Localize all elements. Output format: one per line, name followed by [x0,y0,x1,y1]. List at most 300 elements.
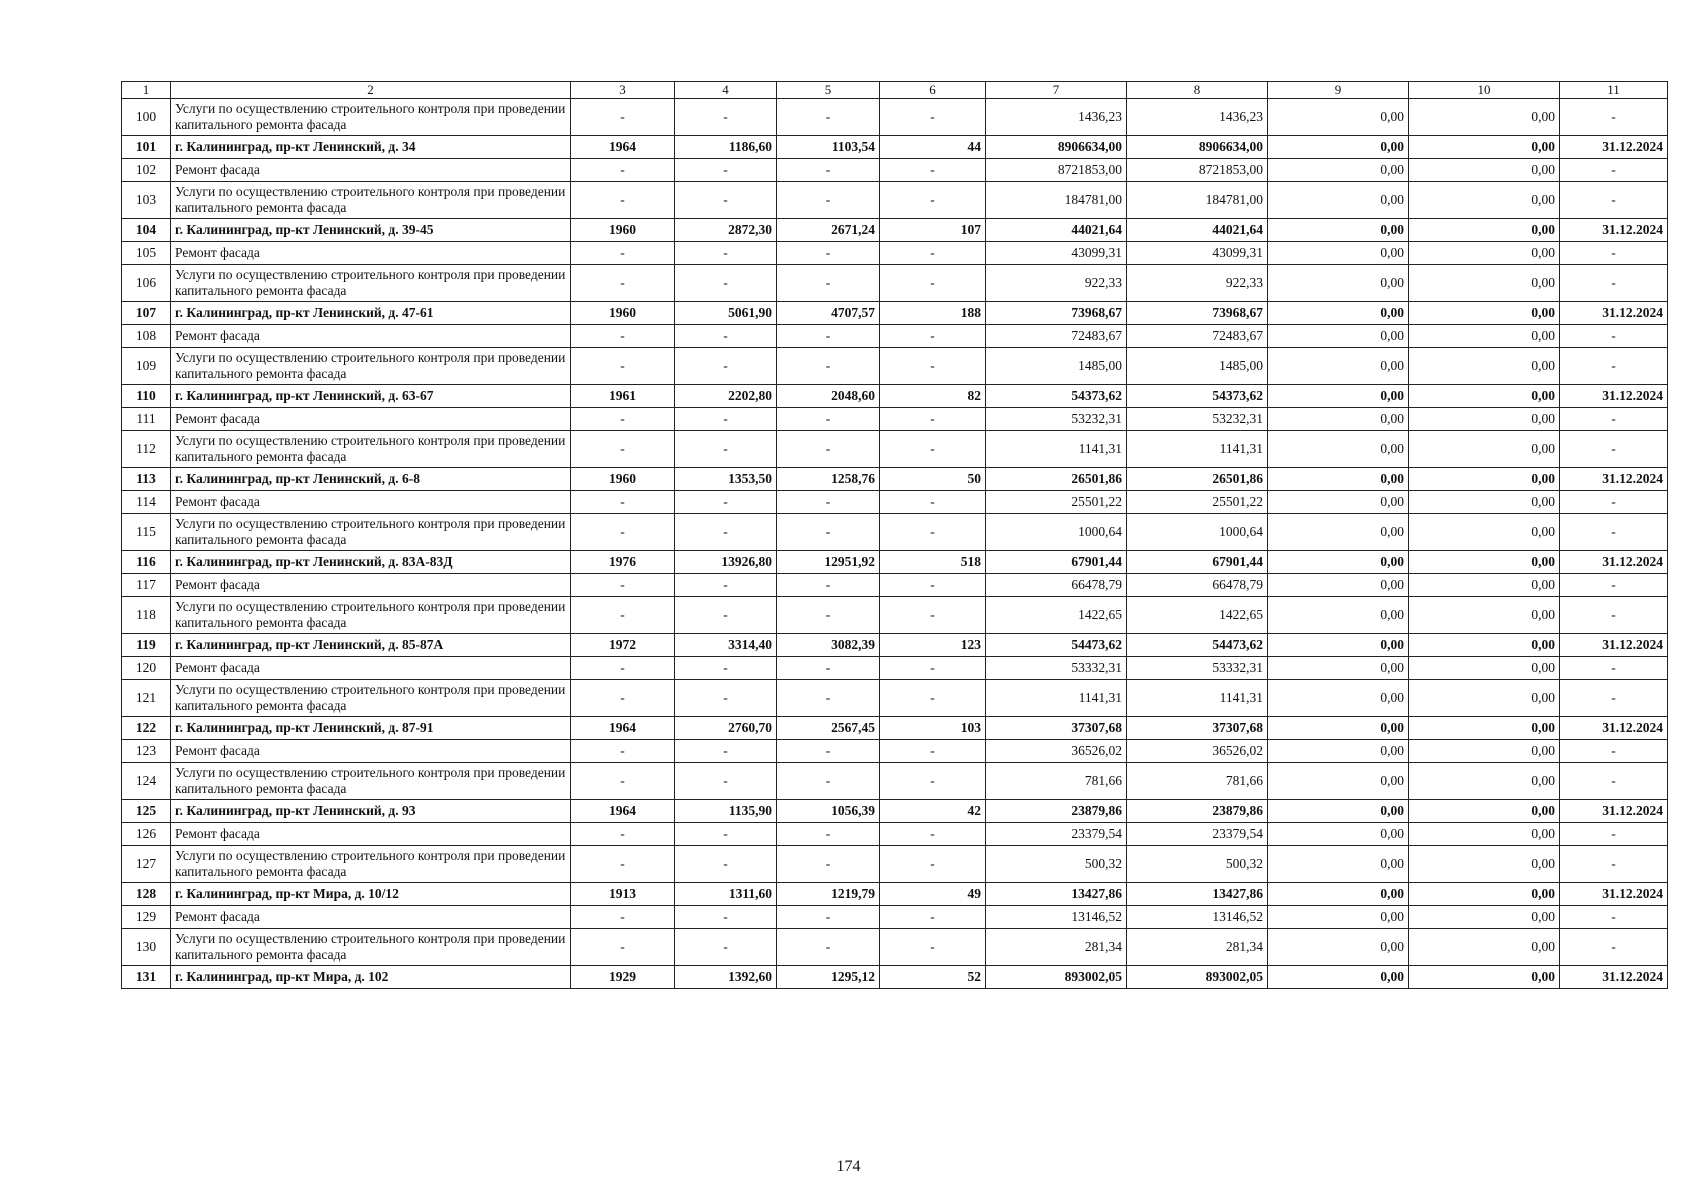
residents-cell: 123 [880,634,986,657]
total-area-cell: 1311,60 [675,883,777,906]
table-row [122,385,1668,408]
year-built-cell: - [571,242,675,265]
residents-cell: 188 [880,302,986,325]
living-area-cell: - [777,597,880,634]
cost-fund-cell: 8906634,00 [1127,136,1268,159]
completion-date-cell: - [1560,740,1668,763]
row-number-cell: 105 [122,242,171,265]
cost-local-cell: 0,00 [1409,408,1560,431]
cost-local-cell: 0,00 [1409,348,1560,385]
residents-cell: - [880,597,986,634]
cost-regional-cell: 0,00 [1268,740,1409,763]
living-area-cell: 2567,45 [777,717,880,740]
table-row [122,823,1668,846]
living-area-cell: - [777,846,880,883]
total-area-cell: 1392,60 [675,966,777,989]
row-number-cell: 107 [122,302,171,325]
capital-repair-table [121,81,1668,989]
row-number-cell: 101 [122,136,171,159]
completion-date-cell: - [1560,823,1668,846]
cost-local-cell: 0,00 [1409,385,1560,408]
cost-regional-cell: 0,00 [1268,800,1409,823]
living-area-cell: - [777,514,880,551]
cost-local-cell: 0,00 [1409,966,1560,989]
completion-date-cell: 31.12.2024 [1560,800,1668,823]
object-name-cell: Услуги по осуществлению строительного контроля при проведении капитального ремонта фасада [171,597,571,634]
living-area-cell: 2671,24 [777,219,880,242]
cost-regional-cell: 0,00 [1268,348,1409,385]
total-area-cell: - [675,823,777,846]
residents-cell: - [880,823,986,846]
year-built-cell: - [571,325,675,348]
residents-cell: - [880,680,986,717]
cost-total-cell: 53332,31 [986,657,1127,680]
table-row [122,883,1668,906]
completion-date-cell: - [1560,514,1668,551]
cost-regional-cell: 0,00 [1268,265,1409,302]
cost-regional-cell: 0,00 [1268,657,1409,680]
completion-date-cell: - [1560,325,1668,348]
cost-fund-cell: 1141,31 [1127,431,1268,468]
cost-fund-cell: 44021,64 [1127,219,1268,242]
object-name-cell: г. Калининград, пр-кт Ленинский, д. 6-8 [171,468,571,491]
row-number-cell: 111 [122,408,171,431]
completion-date-cell: - [1560,906,1668,929]
year-built-cell: 1960 [571,219,675,242]
table-row [122,136,1668,159]
object-name-cell: Ремонт фасада [171,159,571,182]
cost-total-cell: 1485,00 [986,348,1127,385]
year-built-cell: - [571,906,675,929]
cost-regional-cell: 0,00 [1268,846,1409,883]
table-row [122,408,1668,431]
completion-date-cell: - [1560,763,1668,800]
row-number-cell: 126 [122,823,171,846]
table-row [122,800,1668,823]
cost-local-cell: 0,00 [1409,551,1560,574]
total-area-cell: - [675,325,777,348]
completion-date-cell: - [1560,99,1668,136]
table-row [122,265,1668,302]
table-row [122,159,1668,182]
year-built-cell: - [571,929,675,966]
object-name-cell: Ремонт фасада [171,740,571,763]
residents-cell: 518 [880,551,986,574]
cost-total-cell: 1141,31 [986,680,1127,717]
column-number-9: 9 [1268,82,1409,99]
column-number-header [122,82,1668,99]
total-area-cell: - [675,574,777,597]
object-name-cell: г. Калининград, пр-кт Ленинский, д. 34 [171,136,571,159]
residents-cell: - [880,574,986,597]
completion-date-cell: - [1560,597,1668,634]
living-area-cell: 4707,57 [777,302,880,325]
cost-total-cell: 781,66 [986,763,1127,800]
living-area-cell: - [777,574,880,597]
total-area-cell: 2872,30 [675,219,777,242]
cost-regional-cell: 0,00 [1268,408,1409,431]
completion-date-cell: - [1560,182,1668,219]
object-name-cell: г. Калининград, пр-кт Ленинский, д. 83А-83Д [171,551,571,574]
total-area-cell: 3314,40 [675,634,777,657]
cost-regional-cell: 0,00 [1268,574,1409,597]
total-area-cell: 13926,80 [675,551,777,574]
cost-total-cell: 54473,62 [986,634,1127,657]
completion-date-cell: - [1560,348,1668,385]
total-area-cell: - [675,99,777,136]
cost-regional-cell: 0,00 [1268,136,1409,159]
year-built-cell: 1913 [571,883,675,906]
year-built-cell: 1972 [571,634,675,657]
living-area-cell: - [777,491,880,514]
total-area-cell: 5061,90 [675,302,777,325]
year-built-cell: - [571,680,675,717]
row-number-cell: 130 [122,929,171,966]
cost-regional-cell: 0,00 [1268,219,1409,242]
cost-regional-cell: 0,00 [1268,883,1409,906]
year-built-cell: 1964 [571,800,675,823]
column-number-6: 6 [880,82,986,99]
cost-local-cell: 0,00 [1409,740,1560,763]
cost-total-cell: 23379,54 [986,823,1127,846]
cost-total-cell: 23879,86 [986,800,1127,823]
living-area-cell: 12951,92 [777,551,880,574]
living-area-cell: - [777,242,880,265]
cost-total-cell: 37307,68 [986,717,1127,740]
cost-total-cell: 1422,65 [986,597,1127,634]
row-number-cell: 102 [122,159,171,182]
cost-regional-cell: 0,00 [1268,551,1409,574]
year-built-cell: - [571,657,675,680]
completion-date-cell: - [1560,265,1668,302]
cost-local-cell: 0,00 [1409,491,1560,514]
cost-total-cell: 184781,00 [986,182,1127,219]
cost-total-cell: 43099,31 [986,242,1127,265]
table-row [122,182,1668,219]
year-built-cell: - [571,597,675,634]
residents-cell: - [880,242,986,265]
column-number-5: 5 [777,82,880,99]
object-name-cell: г. Калининград, пр-кт Ленинский, д. 39-45 [171,219,571,242]
column-number-4: 4 [675,82,777,99]
cost-fund-cell: 500,32 [1127,846,1268,883]
completion-date-cell: - [1560,431,1668,468]
cost-total-cell: 36526,02 [986,740,1127,763]
cost-local-cell: 0,00 [1409,302,1560,325]
object-name-cell: Услуги по осуществлению строительного контроля при проведении капитального ремонта фасада [171,182,571,219]
row-number-cell: 110 [122,385,171,408]
year-built-cell: - [571,823,675,846]
row-number-cell: 103 [122,182,171,219]
cost-fund-cell: 66478,79 [1127,574,1268,597]
living-area-cell: - [777,657,880,680]
completion-date-cell: - [1560,159,1668,182]
object-name-cell: Услуги по осуществлению строительного контроля при проведении капитального ремонта фасада [171,99,571,136]
completion-date-cell: - [1560,680,1668,717]
cost-total-cell: 13427,86 [986,883,1127,906]
cost-fund-cell: 36526,02 [1127,740,1268,763]
total-area-cell: - [675,680,777,717]
table-row [122,491,1668,514]
cost-regional-cell: 0,00 [1268,182,1409,219]
cost-total-cell: 281,34 [986,929,1127,966]
cost-fund-cell: 26501,86 [1127,468,1268,491]
cost-total-cell: 66478,79 [986,574,1127,597]
cost-total-cell: 500,32 [986,846,1127,883]
living-area-cell: - [777,408,880,431]
cost-local-cell: 0,00 [1409,800,1560,823]
cost-local-cell: 0,00 [1409,99,1560,136]
table-row [122,574,1668,597]
cost-local-cell: 0,00 [1409,159,1560,182]
year-built-cell: - [571,265,675,302]
cost-local-cell: 0,00 [1409,574,1560,597]
living-area-cell: 1103,54 [777,136,880,159]
row-number-cell: 119 [122,634,171,657]
total-area-cell: - [675,657,777,680]
year-built-cell: - [571,348,675,385]
object-name-cell: г. Калининград, пр-кт Ленинский, д. 93 [171,800,571,823]
cost-fund-cell: 25501,22 [1127,491,1268,514]
cost-local-cell: 0,00 [1409,680,1560,717]
completion-date-cell: 31.12.2024 [1560,966,1668,989]
object-name-cell: г. Калининград, пр-кт Мира, д. 102 [171,966,571,989]
total-area-cell: - [675,906,777,929]
total-area-cell: 1353,50 [675,468,777,491]
row-number-cell: 123 [122,740,171,763]
completion-date-cell: - [1560,574,1668,597]
completion-date-cell: - [1560,846,1668,883]
object-name-cell: Ремонт фасада [171,657,571,680]
residents-cell: - [880,325,986,348]
cost-regional-cell: 0,00 [1268,717,1409,740]
living-area-cell: 1056,39 [777,800,880,823]
object-name-cell: Ремонт фасада [171,574,571,597]
table-row [122,929,1668,966]
cost-fund-cell: 53332,31 [1127,657,1268,680]
column-number-2: 2 [171,82,571,99]
cost-regional-cell: 0,00 [1268,763,1409,800]
cost-regional-cell: 0,00 [1268,491,1409,514]
cost-local-cell: 0,00 [1409,182,1560,219]
living-area-cell: 1219,79 [777,883,880,906]
object-name-cell: г. Калининград, пр-кт Ленинский, д. 63-67 [171,385,571,408]
year-built-cell: 1976 [571,551,675,574]
living-area-cell: - [777,431,880,468]
object-name-cell: Ремонт фасада [171,906,571,929]
table-row [122,966,1668,989]
cost-fund-cell: 67901,44 [1127,551,1268,574]
total-area-cell: - [675,846,777,883]
year-built-cell: 1929 [571,966,675,989]
residents-cell: - [880,491,986,514]
cost-local-cell: 0,00 [1409,717,1560,740]
row-number-cell: 100 [122,99,171,136]
cost-fund-cell: 1436,23 [1127,99,1268,136]
object-name-cell: г. Калининград, пр-кт Ленинский, д. 47-61 [171,302,571,325]
year-built-cell: - [571,408,675,431]
total-area-cell: - [675,763,777,800]
residents-cell: - [880,906,986,929]
object-name-cell: Ремонт фасада [171,325,571,348]
row-number-cell: 115 [122,514,171,551]
column-number-10: 10 [1409,82,1560,99]
table-row [122,680,1668,717]
total-area-cell: - [675,491,777,514]
cost-regional-cell: 0,00 [1268,680,1409,717]
year-built-cell: 1961 [571,385,675,408]
row-number-cell: 128 [122,883,171,906]
cost-total-cell: 73968,67 [986,302,1127,325]
object-name-cell: Услуги по осуществлению строительного контроля при проведении капитального ремонта фасада [171,431,571,468]
header-row [122,82,1668,99]
residents-cell: 107 [880,219,986,242]
table-row [122,514,1668,551]
cost-fund-cell: 13146,52 [1127,906,1268,929]
row-number-cell: 104 [122,219,171,242]
row-number-cell: 122 [122,717,171,740]
completion-date-cell: 31.12.2024 [1560,717,1668,740]
total-area-cell: 2760,70 [675,717,777,740]
cost-fund-cell: 72483,67 [1127,325,1268,348]
cost-regional-cell: 0,00 [1268,906,1409,929]
living-area-cell: - [777,325,880,348]
living-area-cell: - [777,680,880,717]
completion-date-cell: 31.12.2024 [1560,883,1668,906]
living-area-cell: - [777,159,880,182]
cost-fund-cell: 8721853,00 [1127,159,1268,182]
residents-cell: - [880,740,986,763]
cost-fund-cell: 1141,31 [1127,680,1268,717]
year-built-cell: - [571,574,675,597]
page-number: 174 [836,1158,861,1175]
cost-regional-cell: 0,00 [1268,242,1409,265]
living-area-cell: - [777,182,880,219]
cost-fund-cell: 281,34 [1127,929,1268,966]
living-area-cell: - [777,348,880,385]
cost-regional-cell: 0,00 [1268,966,1409,989]
object-name-cell: Услуги по осуществлению строительного контроля при проведении капитального ремонта фасада [171,929,571,966]
living-area-cell: - [777,740,880,763]
table-row [122,242,1668,265]
cost-regional-cell: 0,00 [1268,325,1409,348]
residents-cell: 52 [880,966,986,989]
living-area-cell: 1295,12 [777,966,880,989]
row-number-cell: 114 [122,491,171,514]
cost-fund-cell: 54473,62 [1127,634,1268,657]
year-built-cell: 1960 [571,302,675,325]
table-row [122,468,1668,491]
row-number-cell: 118 [122,597,171,634]
residents-cell: - [880,348,986,385]
total-area-cell: 1186,60 [675,136,777,159]
cost-regional-cell: 0,00 [1268,302,1409,325]
cost-regional-cell: 0,00 [1268,385,1409,408]
table-row [122,219,1668,242]
row-number-cell: 108 [122,325,171,348]
total-area-cell: - [675,265,777,302]
cost-total-cell: 922,33 [986,265,1127,302]
cost-total-cell: 8906634,00 [986,136,1127,159]
cost-regional-cell: 0,00 [1268,823,1409,846]
object-name-cell: Услуги по осуществлению строительного контроля при проведении капитального ремонта фасада [171,348,571,385]
residents-cell: - [880,929,986,966]
completion-date-cell: - [1560,408,1668,431]
table-row [122,763,1668,800]
row-number-cell: 113 [122,468,171,491]
total-area-cell: - [675,182,777,219]
table-row [122,302,1668,325]
living-area-cell: 2048,60 [777,385,880,408]
residents-cell: - [880,265,986,302]
table-row [122,717,1668,740]
year-built-cell: 1964 [571,136,675,159]
object-name-cell: Ремонт фасада [171,242,571,265]
cost-local-cell: 0,00 [1409,634,1560,657]
cost-fund-cell: 23879,86 [1127,800,1268,823]
row-number-cell: 120 [122,657,171,680]
object-name-cell: Услуги по осуществлению строительного контроля при проведении капитального ремонта фасада [171,846,571,883]
cost-local-cell: 0,00 [1409,468,1560,491]
object-name-cell: Услуги по осуществлению строительного контроля при проведении капитального ремонта фасада [171,763,571,800]
cost-local-cell: 0,00 [1409,846,1560,883]
residents-cell: 50 [880,468,986,491]
cost-local-cell: 0,00 [1409,514,1560,551]
total-area-cell: - [675,740,777,763]
total-area-cell: 1135,90 [675,800,777,823]
cost-regional-cell: 0,00 [1268,634,1409,657]
cost-fund-cell: 43099,31 [1127,242,1268,265]
cost-local-cell: 0,00 [1409,906,1560,929]
cost-total-cell: 1000,64 [986,514,1127,551]
completion-date-cell: 31.12.2024 [1560,219,1668,242]
residents-cell: - [880,159,986,182]
year-built-cell: 1964 [571,717,675,740]
table-row [122,597,1668,634]
object-name-cell: г. Калининград, пр-кт Мира, д. 10/12 [171,883,571,906]
row-number-cell: 124 [122,763,171,800]
table-row [122,657,1668,680]
completion-date-cell: - [1560,491,1668,514]
row-number-cell: 106 [122,265,171,302]
living-area-cell: - [777,265,880,302]
residents-cell: - [880,657,986,680]
total-area-cell: - [675,597,777,634]
table-row [122,99,1668,136]
cost-local-cell: 0,00 [1409,883,1560,906]
residents-cell: 82 [880,385,986,408]
total-area-cell: - [675,929,777,966]
cost-local-cell: 0,00 [1409,136,1560,159]
cost-total-cell: 53232,31 [986,408,1127,431]
row-number-cell: 125 [122,800,171,823]
cost-regional-cell: 0,00 [1268,929,1409,966]
cost-local-cell: 0,00 [1409,242,1560,265]
object-name-cell: Услуги по осуществлению строительного контроля при проведении капитального ремонта фасада [171,514,571,551]
row-number-cell: 112 [122,431,171,468]
residents-cell: - [880,431,986,468]
total-area-cell: 2202,80 [675,385,777,408]
residents-cell: - [880,514,986,551]
residents-cell: 42 [880,800,986,823]
residents-cell: - [880,846,986,883]
completion-date-cell: 31.12.2024 [1560,551,1668,574]
total-area-cell: - [675,242,777,265]
residents-cell: 103 [880,717,986,740]
cost-fund-cell: 23379,54 [1127,823,1268,846]
completion-date-cell: - [1560,657,1668,680]
cost-fund-cell: 1000,64 [1127,514,1268,551]
